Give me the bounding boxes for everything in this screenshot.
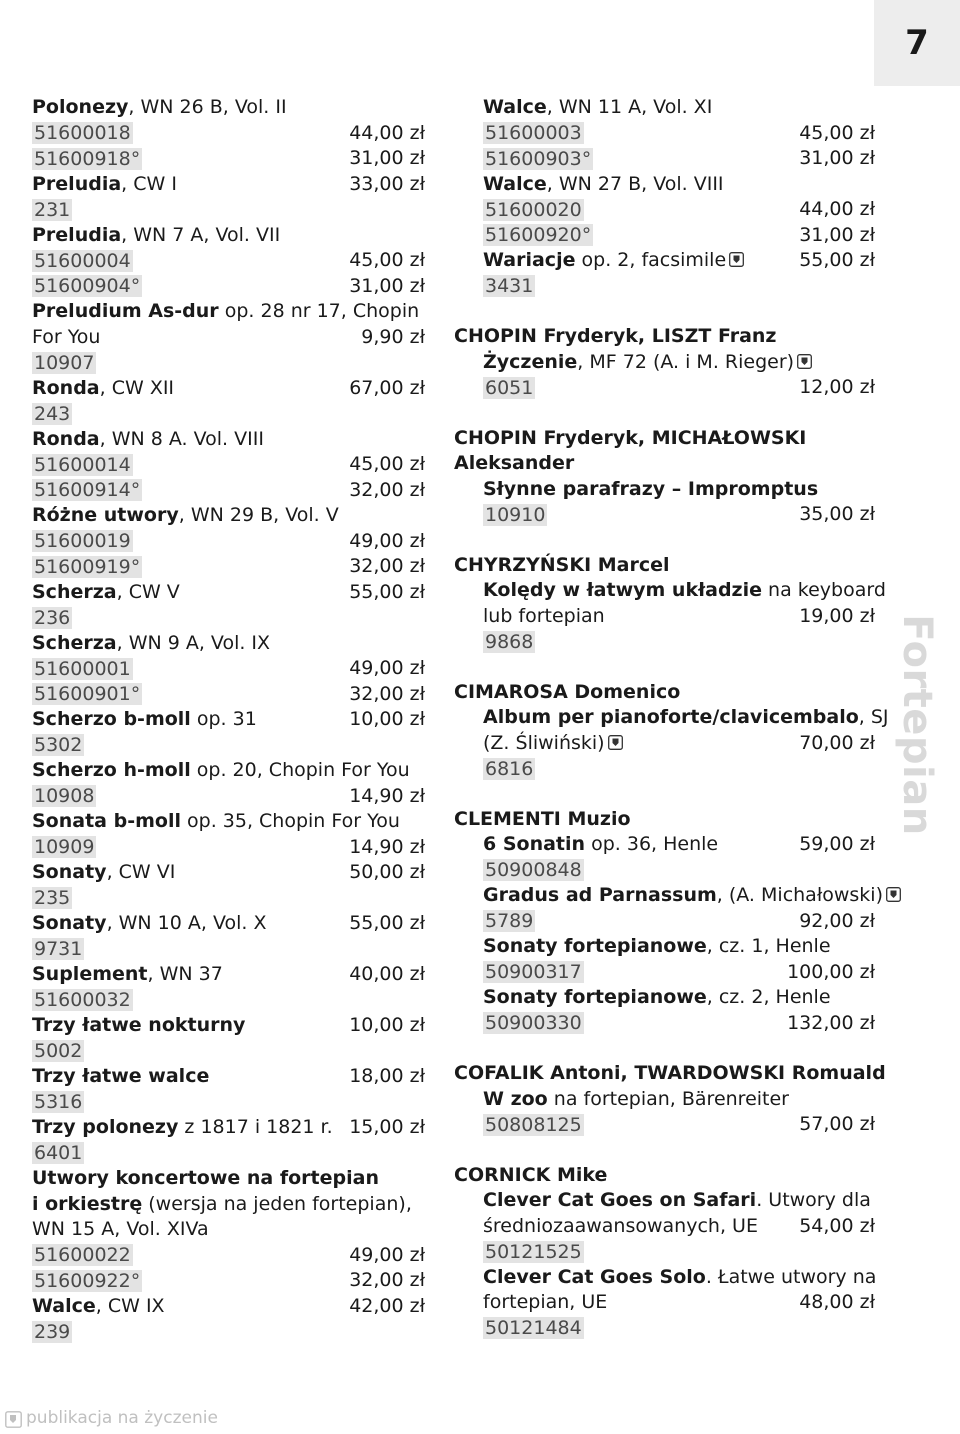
catalog-number-row [454,146,875,172]
catalog-number: 236 [34,606,71,629]
title-row [32,962,425,988]
catalog-number: 50900848 [485,859,582,881]
work-details: na keyboard [762,579,886,601]
catalog-number-row [32,784,425,810]
work-details: , CW I [121,172,177,195]
price: 32,00 zł [349,1269,425,1291]
title-row [32,299,425,325]
work-title: Scherza [32,580,117,603]
work-details: , cz. 2, Henle [706,986,831,1008]
catalog-number-row [32,733,425,759]
catalog-number: 5316 [34,1091,83,1113]
composer-heading [454,680,875,706]
on-demand-icon [886,887,901,902]
catalog-number-row [454,197,875,223]
catalog-number-row [32,682,425,708]
composer-name: CIMAROSA Domenico [454,680,681,703]
work-title: Sonaty [32,861,107,883]
catalog-number-row [32,988,425,1014]
catalog-number-row [454,858,875,884]
title-row [32,631,425,657]
work-title: Trzy polonezy [32,1116,179,1138]
work-title: 6 Sonatin [483,833,586,855]
price: 49,00 zł [349,657,425,679]
title-row [32,95,425,121]
title-row [454,578,886,604]
work-details: , cz. 1, Henle [706,935,831,957]
title-row [32,427,425,453]
catalog-number-row [32,197,425,223]
composer-name: CHOPIN Fryderyk, LISZT Franz [454,325,777,347]
work-title: Sonata b-moll [32,810,181,832]
catalog-number: 239 [34,1320,71,1343]
work-title: Clever Cat Goes on Safari [483,1189,757,1211]
work-title: i orkiestrę [32,1192,143,1215]
catalog-number: 10910 [485,503,546,526]
price: 45,00 zł [349,249,425,271]
work-details: , CW VI [106,861,176,883]
catalog-column-left [32,95,425,1345]
work-title: Walce [32,1294,96,1317]
price: 14,90 zł [349,784,425,807]
catalog-number: 6401 [34,1142,83,1164]
price: 9,90 zł [361,325,425,348]
work-details: z 1817 i 1821 r. [178,1116,333,1138]
catalog-column-right [454,95,889,1341]
work-title: Scherza [32,631,117,654]
price: 31,00 zł [349,147,425,169]
catalog-number: 51600032 [34,989,131,1011]
work-details: , WN 10 A, Vol. X [106,912,267,934]
catalog-number-row [32,605,425,631]
catalog-number: 51600004 [34,249,131,272]
work-title: Sonaty fortepianowe [483,935,707,957]
price: 10,00 zł [349,1014,425,1036]
catalog-number-row [32,350,425,376]
price: 10,00 zł [349,708,425,730]
catalog-number-row [32,121,425,147]
price: 49,00 zł [349,1243,425,1266]
title-row [454,1265,875,1291]
catalog-number: 6051 [485,376,534,399]
catalog-number: 51600918° [34,147,141,170]
catalog-number: 51600018 [34,122,131,144]
price: 57,00 zł [799,1113,875,1135]
price: 67,00 zł [349,376,425,399]
composer-heading [454,324,875,350]
price: 54,00 zł [799,1214,875,1237]
title-row [32,503,425,529]
work-details: , CW V [116,580,180,603]
title-row [454,1214,875,1240]
title-row [32,707,425,733]
work-details: , WN 8 A. Vol. VIII [99,427,264,450]
catalog-number-row [32,248,425,274]
composer-heading [454,807,875,833]
title-row [32,1166,425,1192]
catalog-number: 51600922° [34,1269,141,1292]
work-details: fortepian, UE [483,1291,608,1313]
price: 49,00 zł [349,529,425,552]
composer-name: CLEMENTI Muzio [454,807,631,830]
title-row [32,172,425,198]
price: 35,00 zł [799,503,875,525]
title-row [32,223,425,249]
title-row [454,95,875,121]
price: 32,00 zł [349,682,425,705]
composer-name: CHYRZYŃSKI Marcel [454,553,670,576]
work-title: Trzy łatwe nokturny [32,1014,246,1036]
work-title: Życzenie [483,350,578,373]
title-row [454,172,875,198]
work-details: , CW IX [95,1294,165,1317]
price: 44,00 zł [349,121,425,144]
price: 92,00 zł [799,909,875,932]
catalog-number: 50121484 [485,1317,582,1339]
catalog-number: 51600020 [485,198,582,221]
price: 32,00 zł [349,555,425,577]
price: 15,00 zł [349,1116,425,1138]
title-row [32,1294,425,1320]
work-details: op. 20, Chopin For You [190,759,410,781]
catalog-number: 243 [34,402,71,425]
work-details: , WN 11 A, Vol. XI [546,96,713,118]
catalog-number: 5789 [485,910,534,932]
price: 14,90 zł [349,835,425,858]
work-title: Polonezy [32,96,129,118]
title-row [454,934,875,960]
catalog-number: 50900330 [485,1012,582,1034]
price: 31,00 zł [799,223,875,246]
composer-heading [454,553,875,579]
work-title: Preludium As-dur [32,300,219,322]
catalog-number-row [454,1011,875,1037]
catalog-number: 51600001 [34,657,131,680]
work-details: , WN 37 [147,963,223,985]
on-demand-icon [5,1411,20,1426]
catalog-number: 51600920° [485,224,592,246]
work-details: , WN 26 B, Vol. II [128,96,287,118]
catalog-number: 51600903° [485,147,592,170]
footer-text: publikacja na życzenie [26,1408,218,1428]
work-title: Walce [483,172,547,195]
title-row [454,477,875,503]
work-details: , WN 7 A, Vol. VII [121,223,281,246]
catalog-number-row [32,1319,425,1345]
title-row [454,883,883,909]
work-details: , WN 9 A, Vol. IX [116,631,271,654]
work-details: . Łatwe utwory na [705,1265,877,1288]
catalog-number-row [454,1112,875,1138]
work-details: lub fortepian [483,604,605,627]
work-details: op. 35, Chopin For You [180,810,400,832]
catalog-number-row [454,375,875,401]
catalog-number-row [32,886,425,912]
catalog-number-row [454,756,875,782]
title-row [454,1188,875,1214]
work-details: , WN 27 B, Vol. VIII [546,172,724,195]
price: 48,00 zł [799,1291,875,1313]
title-row [454,705,889,731]
work-title: Ronda [32,376,100,399]
work-title: Scherzo b-moll [32,708,191,730]
price: 45,00 zł [349,453,425,475]
catalog-number: 5002 [34,1040,83,1062]
work-details: op. 31 [190,708,257,730]
composer-name: CHOPIN Fryderyk, MICHAŁOWSKI [454,426,807,449]
catalog-number-row [454,223,875,249]
title-row [32,1115,425,1141]
composer-heading [454,451,875,477]
title-row [454,1290,875,1316]
catalog-number: 50121525 [485,1240,582,1263]
catalog-number-row [32,274,425,300]
title-row [32,1013,425,1039]
catalog-number-row [454,960,875,986]
work-title: Różne utwory [32,504,179,526]
title-row [454,832,875,858]
composer-heading [454,426,875,452]
price: 42,00 zł [349,1294,425,1317]
composer-name: COFALIK Antoni, TWARDOWSKI Romuald [454,1062,886,1084]
catalog-number: 5302 [34,734,83,756]
catalog-number-row [32,529,425,555]
price: 55,00 zł [799,249,875,271]
catalog-number: 50900317 [485,961,582,983]
price: 12,00 zł [799,376,875,398]
catalog-number-row [32,1090,425,1116]
price: 132,00 zł [787,1011,875,1034]
price: 40,00 zł [349,963,425,985]
title-row [32,1217,425,1243]
work-title: Kolędy w łatwym układzie [483,579,763,601]
title-row [454,1087,875,1113]
price: 59,00 zł [799,833,875,855]
title-row [32,325,425,351]
on-demand-icon [729,252,744,267]
catalog-number: 51600014 [34,453,131,476]
work-title: Trzy łatwe walce [32,1065,210,1087]
catalog-number: 51600022 [34,1244,131,1266]
catalog-number: 50808125 [485,1113,582,1136]
catalog-number-row [32,1268,425,1294]
on-demand-icon [608,735,623,750]
work-details: op. 36, Henle [585,833,719,855]
catalog-number-row [32,401,425,427]
catalog-number-row [32,1141,425,1167]
title-row [32,758,425,784]
catalog-number: 3431 [485,275,534,297]
work-title: Scherzo h-moll [32,759,191,781]
price: 19,00 zł [799,604,875,627]
work-details: WN 15 A, Vol. XIVa [32,1218,209,1240]
composer-heading [454,1061,886,1087]
price: 45,00 zł [799,121,875,144]
title-row [32,376,425,402]
title-row [32,1064,425,1090]
catalog-number-row [32,937,425,963]
work-title: Gradus ad Parnassum [483,884,717,906]
catalog-number-row [32,146,425,172]
work-title: Sonaty [32,912,107,934]
price: 32,00 zł [349,478,425,501]
catalog-number: 9868 [485,630,534,653]
catalog-number-row [454,121,875,147]
price: 44,00 zł [799,198,875,220]
catalog-number-row [454,502,875,528]
catalog-number-row [454,274,875,300]
work-details: (wersja na jeden fortepian), [142,1192,412,1215]
catalog-number: 51600019 [34,530,131,552]
catalog-number: 10909 [34,836,95,858]
catalog-number: 51600904° [34,275,141,297]
price: 50,00 zł [349,861,425,883]
work-details: . Utwory dla [756,1189,871,1211]
price: 100,00 zł [787,960,875,983]
title-row [454,985,875,1011]
work-title: Preludia [32,172,122,195]
catalog-number: 6816 [485,757,534,780]
title-row [32,860,425,886]
section-label: Fortepian [894,614,940,836]
title-row [454,731,875,757]
catalog-number-row [32,554,425,580]
catalog-number-row [454,909,875,935]
work-title: Słynne parafrazy – Impromptus [483,477,819,500]
composer-name: Aleksander [454,452,575,474]
work-details: op. 2, facsimile [575,249,727,271]
catalog-number-row [32,1039,425,1065]
work-title: Sonaty fortepianowe [483,986,707,1008]
price: 31,00 zł [799,147,875,169]
title-row [454,248,875,274]
work-details: (Z. Śliwiński) [483,731,605,754]
catalog-number: 51600003 [485,122,582,144]
catalog-number-row [32,1243,425,1269]
work-title: Ronda [32,427,100,450]
work-details: , SJ [858,706,889,728]
work-title: W zoo [483,1087,548,1110]
work-details: średniozaawansowanych, UE [483,1214,758,1237]
page-number: 7 [874,0,960,86]
price: 31,00 zł [349,274,425,297]
work-title: Album per pianoforte/clavicembalo [483,706,859,728]
title-row [454,604,875,630]
price: 55,00 zł [349,912,425,934]
work-details: , MF 72 (A. i M. Rieger) [577,350,795,373]
title-row [32,580,425,606]
work-title: Wariacje [483,249,576,271]
price: 33,00 zł [349,172,425,195]
catalog-number-row [32,452,425,478]
price: 70,00 zł [799,731,875,754]
footer-note [2,1408,218,1428]
catalog-number-row [32,835,425,861]
catalog-number: 231 [34,198,71,221]
work-title: Preludia [32,223,122,246]
composer-name: CORNICK Mike [454,1163,608,1186]
on-demand-icon [797,354,812,369]
work-details: , WN 29 B, Vol. V [178,504,339,526]
work-details: , (A. Michałowski) [716,884,883,906]
work-details: op. 28 nr 17, Chopin [218,300,420,322]
catalog-number: 51600914° [34,479,141,501]
title-row [454,350,875,376]
catalog-number-row [454,629,875,655]
catalog-number: 51600901° [34,683,141,705]
catalog-number: 51600919° [34,555,141,578]
work-title: Walce [483,96,547,118]
work-details: na fortepian, Bärenreiter [547,1087,789,1110]
work-details: , CW XII [99,376,175,399]
catalog-number-row [32,478,425,504]
catalog-number: 9731 [34,938,83,960]
catalog-number-row [32,656,425,682]
catalog-number: 235 [34,887,71,909]
work-details: For You [32,325,101,348]
catalog-number-row [454,1239,875,1265]
work-title: Utwory koncertowe na fortepian [32,1167,379,1189]
title-row [32,809,425,835]
work-title: Clever Cat Goes Solo [483,1265,706,1288]
price: 55,00 zł [349,580,425,603]
title-row [32,1192,425,1218]
catalog-number-row [454,1316,875,1342]
title-row [32,911,425,937]
price: 18,00 zł [349,1065,425,1087]
catalog-number: 10908 [34,785,95,807]
composer-heading [454,1163,875,1189]
catalog-number: 10907 [34,351,95,374]
work-title: Suplement [32,963,148,985]
